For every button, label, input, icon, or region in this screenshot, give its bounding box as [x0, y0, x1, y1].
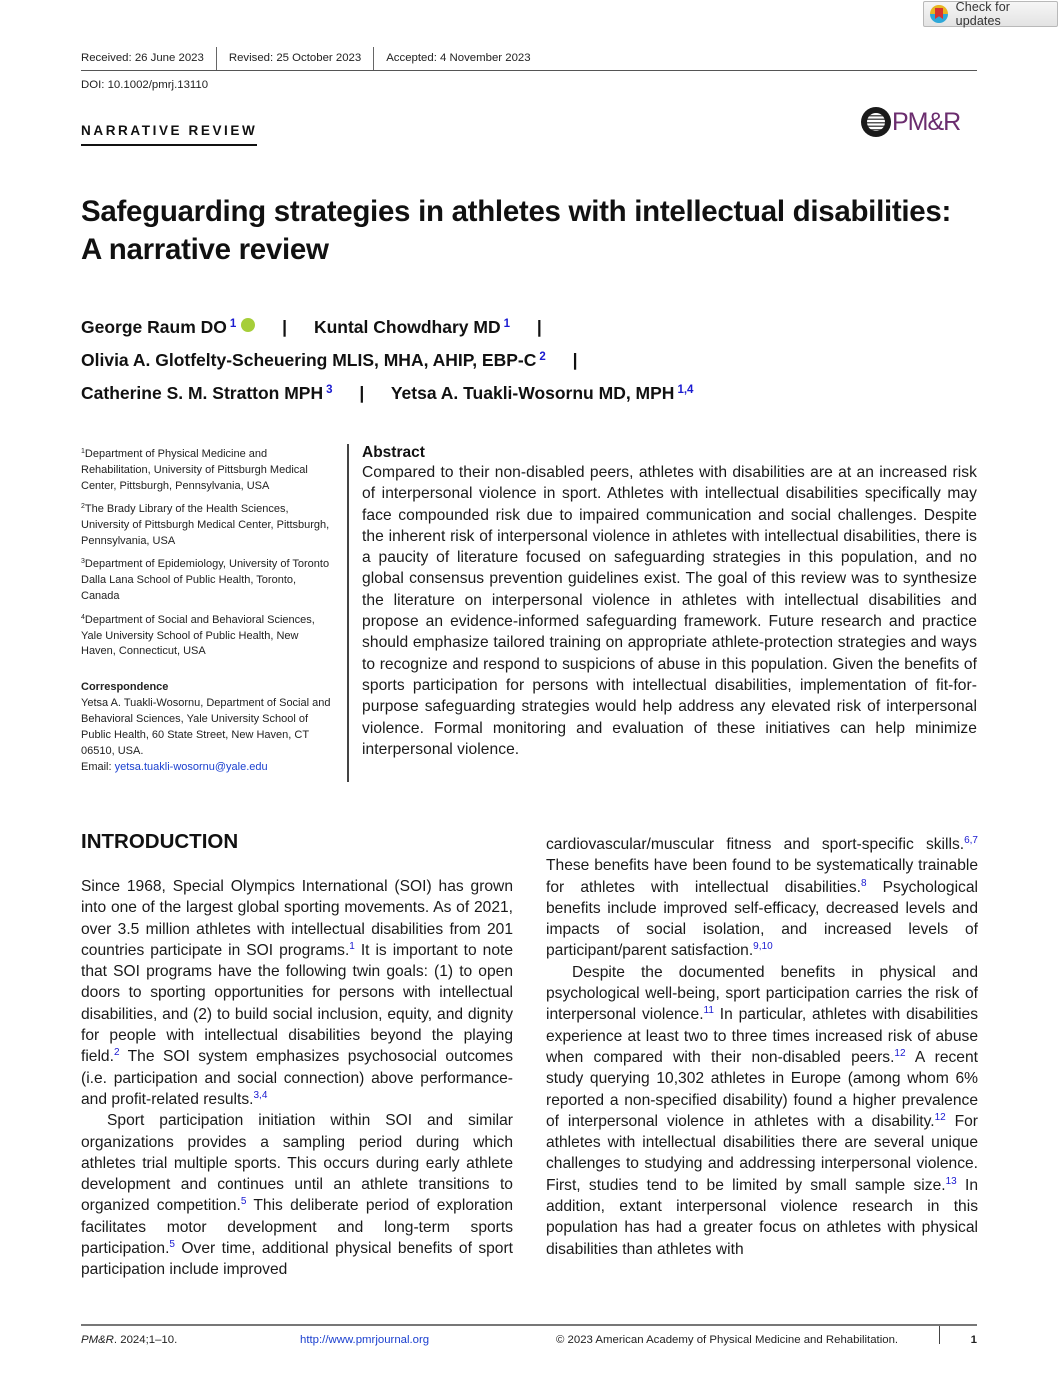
body-text: Since 1968, Special Olympics International (SOI) has grown into one of the largest global sporting movements. As of 2021, over 3.5 million athletes with intellectual disabilities from 201 countries participate in SOI programs.	[81, 878, 513, 959]
journal-name: PM&R	[81, 1334, 114, 1346]
author-affiliation-ref[interactable]: 1	[503, 318, 511, 330]
page-number-divider	[939, 1326, 940, 1344]
affiliation-item	[81, 499, 331, 550]
correspondence-text: Yetsa A. Tuakli-Wosornu, Department of Social and Behavioral Sciences, Yale University School of Public Health, 60 State Street, New Haven, CT 06510, USA.	[81, 697, 331, 757]
abstract	[362, 443, 977, 760]
orcid-icon[interactable]	[241, 318, 255, 332]
article-type: NARRATIVE REVIEW	[81, 123, 257, 146]
citation-ref-link[interactable]: 11	[703, 1005, 714, 1017]
check-for-updates-button[interactable]	[923, 1, 1058, 27]
introduction-heading: INTRODUCTION	[81, 830, 239, 853]
body-text: The SOI system emphasizes psychosocial outcomes (i.e. participation and social connection) above performance- and profit-related results.	[81, 1048, 513, 1108]
doi: DOI: 10.1002/pmrj.13110	[81, 79, 209, 91]
check-for-updates-label: Check for updates	[955, 0, 1011, 28]
affiliation-item	[81, 610, 331, 661]
page-footer	[81, 1324, 977, 1354]
affiliation-item	[81, 554, 331, 605]
abstract-divider	[347, 444, 349, 782]
page-number: 1	[970, 1334, 977, 1346]
citation-ref-link[interactable]: 8	[860, 877, 867, 889]
pmr-seal-icon	[861, 107, 891, 137]
citation-ref-link[interactable]: 5	[169, 1239, 175, 1251]
author-affiliation-ref[interactable]: 1	[229, 318, 237, 330]
citation-ref-link[interactable]: 12	[894, 1047, 906, 1059]
author-name[interactable]: Yetsa A. Tuakli-Wosornu MD, MPH	[390, 383, 675, 403]
citation-ref-link[interactable]: 2	[113, 1047, 120, 1059]
email-link[interactable]: yetsa.tuakli-wosornu@yale.edu	[114, 760, 268, 773]
body-text: Psychological benefits include improved self-efficacy, decreased levels and impacts of social isolation, and increased levels of participant/parent satisfaction.	[546, 878, 978, 960]
body-text: It is important to note that SOI programs have the following twin goals: (1) to open doors to sporting opportunities for persons with intellectual disabilities, and (2) to build social inclusion, equity, and dignity for people with intellectual disabilities beyond the playing field.	[81, 941, 513, 1066]
author-separator: |	[572, 350, 578, 370]
body-paragraph	[546, 962, 978, 1260]
abstract-text: Compared to their non-disabled peers, athletes with disabilities are at an increased risk of interpersonal violence in sport. Athletes with intellectual disabilities specifically may face compounded risk due to impaired communication and social challenges. Despite the inherent risk of interpersonal violence in athletes with intellectual disabilities, there is a paucity of literature focused on safeguarding strategies in this population, and no global consensus prevention guidelines exist. The goal of this review was to synthesize the literature on interpersonal violence in athletes with intellectual disabilities and propose an evidence-informed safeguarding framework. Future research and practice should emphasize tailored training on appropriate athlete-protection strategies and ways to recognize and respond to suspicions of abuse in this population. Given the benefits of sports participation for persons with intellectual disabilities, implementation of fit-for-purpose safeguarding strategies would help address any elevated risk of interpersonal violence. Formal monitoring and evaluation of these initiatives can help minimize interpersonal violence.	[362, 464, 977, 758]
body-text: A recent study querying 10,302 athletes in Europe (among whom 6% reported a non-specified disability) found a higher prevalence of interpersonal violence in athletes with a disability.	[546, 1048, 978, 1130]
author-name[interactable]: Olivia A. Glotfelty-Scheuering MLIS, MHA, AHIP, EBP-C	[81, 350, 537, 370]
revised-date: Revised: 25 October 2023	[216, 47, 373, 70]
body-text: Despite the documented benefits in physical and psychological well-being, sport participation carries the risk of interpersonal violence.	[546, 963, 978, 1024]
article-dates	[81, 47, 977, 71]
author-affiliation-ref[interactable]: 2	[539, 351, 546, 363]
correspondence-email-line	[81, 760, 331, 776]
correspondence-heading: Correspondence	[81, 681, 169, 694]
affiliation-item	[81, 444, 331, 495]
body-paragraph	[81, 876, 513, 1110]
body-column-left	[81, 876, 513, 1281]
body-column-right	[546, 834, 978, 1260]
body-text: These benefits have been found to be systematically trainable for athletes with intellectual disabilities.	[546, 857, 978, 896]
citation-ref-link[interactable]: 6,7	[964, 835, 978, 846]
body-text: This deliberate period of exploration facilitates motor development and long-term sports participation.	[81, 1197, 513, 1258]
affiliation-number: 1	[81, 448, 85, 455]
body-text: In particular, athletes with disabilities experience at least two to three times increased risk of abuse when compared with their non-disabled peers.	[546, 1006, 979, 1066]
citation-ref-link[interactable]: 9,10	[753, 941, 773, 953]
affiliation-text: The Brady Library of the Health Sciences, University of Pittsburgh Medical Center, Pittsburgh, Pennsylvania, USA	[81, 503, 330, 548]
citation-ref-link[interactable]: 5	[240, 1196, 247, 1208]
body-text: Sport participation initiation within SOI and similar organizations provides a sampling period during which athletes trial multiple sports. This occurs during early athlete development and continues until an athlete transitions to organized competition.	[81, 1112, 513, 1215]
article-title: Safeguarding strategies in athletes with intellectual disabilities: A narrative review	[81, 195, 952, 266]
author-separator: |	[359, 383, 365, 403]
affiliation-text: Department of Physical Medicine and Rehabilitation, University of Pittsburgh Medical Center, Pittsburgh, Pennsylvania, USA	[81, 448, 308, 492]
affiliation-number: 2	[81, 503, 85, 511]
logo-text: PM&R	[892, 107, 961, 136]
affiliation-number: 3	[81, 558, 85, 566]
citation-ref-link[interactable]: 3,4	[253, 1089, 268, 1101]
body-paragraph	[546, 834, 978, 962]
author-list	[81, 309, 981, 408]
author-name[interactable]: Catherine S. M. Stratton MPH	[81, 383, 324, 403]
journal-url-link[interactable]: http://www.pmrjournal.org	[300, 1334, 430, 1346]
body-text: In addition, extant interpersonal violence research in this population has had a greater focus on athletes with physical disabilities than athletes with	[546, 1176, 978, 1258]
affiliation-number: 4	[81, 613, 85, 621]
author-name[interactable]: George Raum DO	[81, 317, 227, 337]
copyright: © 2023 American Academy of Physical Medicine and Rehabilitation.	[556, 1334, 899, 1346]
author-affiliation-ref[interactable]: 1,4	[677, 384, 694, 396]
affiliation-text: Department of Epidemiology, University of Toronto Dalla Lana School of Public Health, Toronto, Canada	[81, 558, 330, 603]
abstract-heading: Abstract	[362, 444, 425, 461]
citation-ref-link[interactable]: 1	[349, 940, 355, 952]
citation-ref-link[interactable]: 12	[934, 1111, 946, 1123]
journal-logo	[861, 107, 960, 137]
author-separator: |	[282, 317, 288, 337]
email-label: Email:	[81, 760, 115, 773]
citation-ref-link[interactable]: 13	[945, 1175, 957, 1187]
accepted-date: Accepted: 4 November 2023	[373, 47, 542, 70]
body-paragraph	[81, 1110, 513, 1280]
affiliations	[81, 444, 331, 776]
body-text: Over time, additional physical benefits of sport participation include improved	[81, 1240, 513, 1279]
citation-text: . 2024;1–10.	[113, 1334, 178, 1346]
author-affiliation-ref[interactable]: 3	[326, 384, 333, 396]
body-text: For athletes with intellectual disabilities there are several unique challenges to studying and addressing interpersonal violence. First, studies tend to be limited by small sample size.	[546, 1112, 978, 1194]
author-separator: |	[536, 317, 542, 337]
author-name[interactable]: Kuntal Chowdhary MD	[313, 317, 501, 337]
received-date: Received: 26 June 2023	[81, 52, 204, 64]
affiliation-text: Department of Social and Behavioral Sciences, Yale University School of Public Health, New Haven, Connecticut, USA	[81, 613, 315, 658]
body-text: cardiovascular/muscular fitness and sport-specific skills.	[546, 836, 965, 853]
journal-citation	[81, 1334, 177, 1346]
crossmark-icon	[930, 5, 948, 23]
